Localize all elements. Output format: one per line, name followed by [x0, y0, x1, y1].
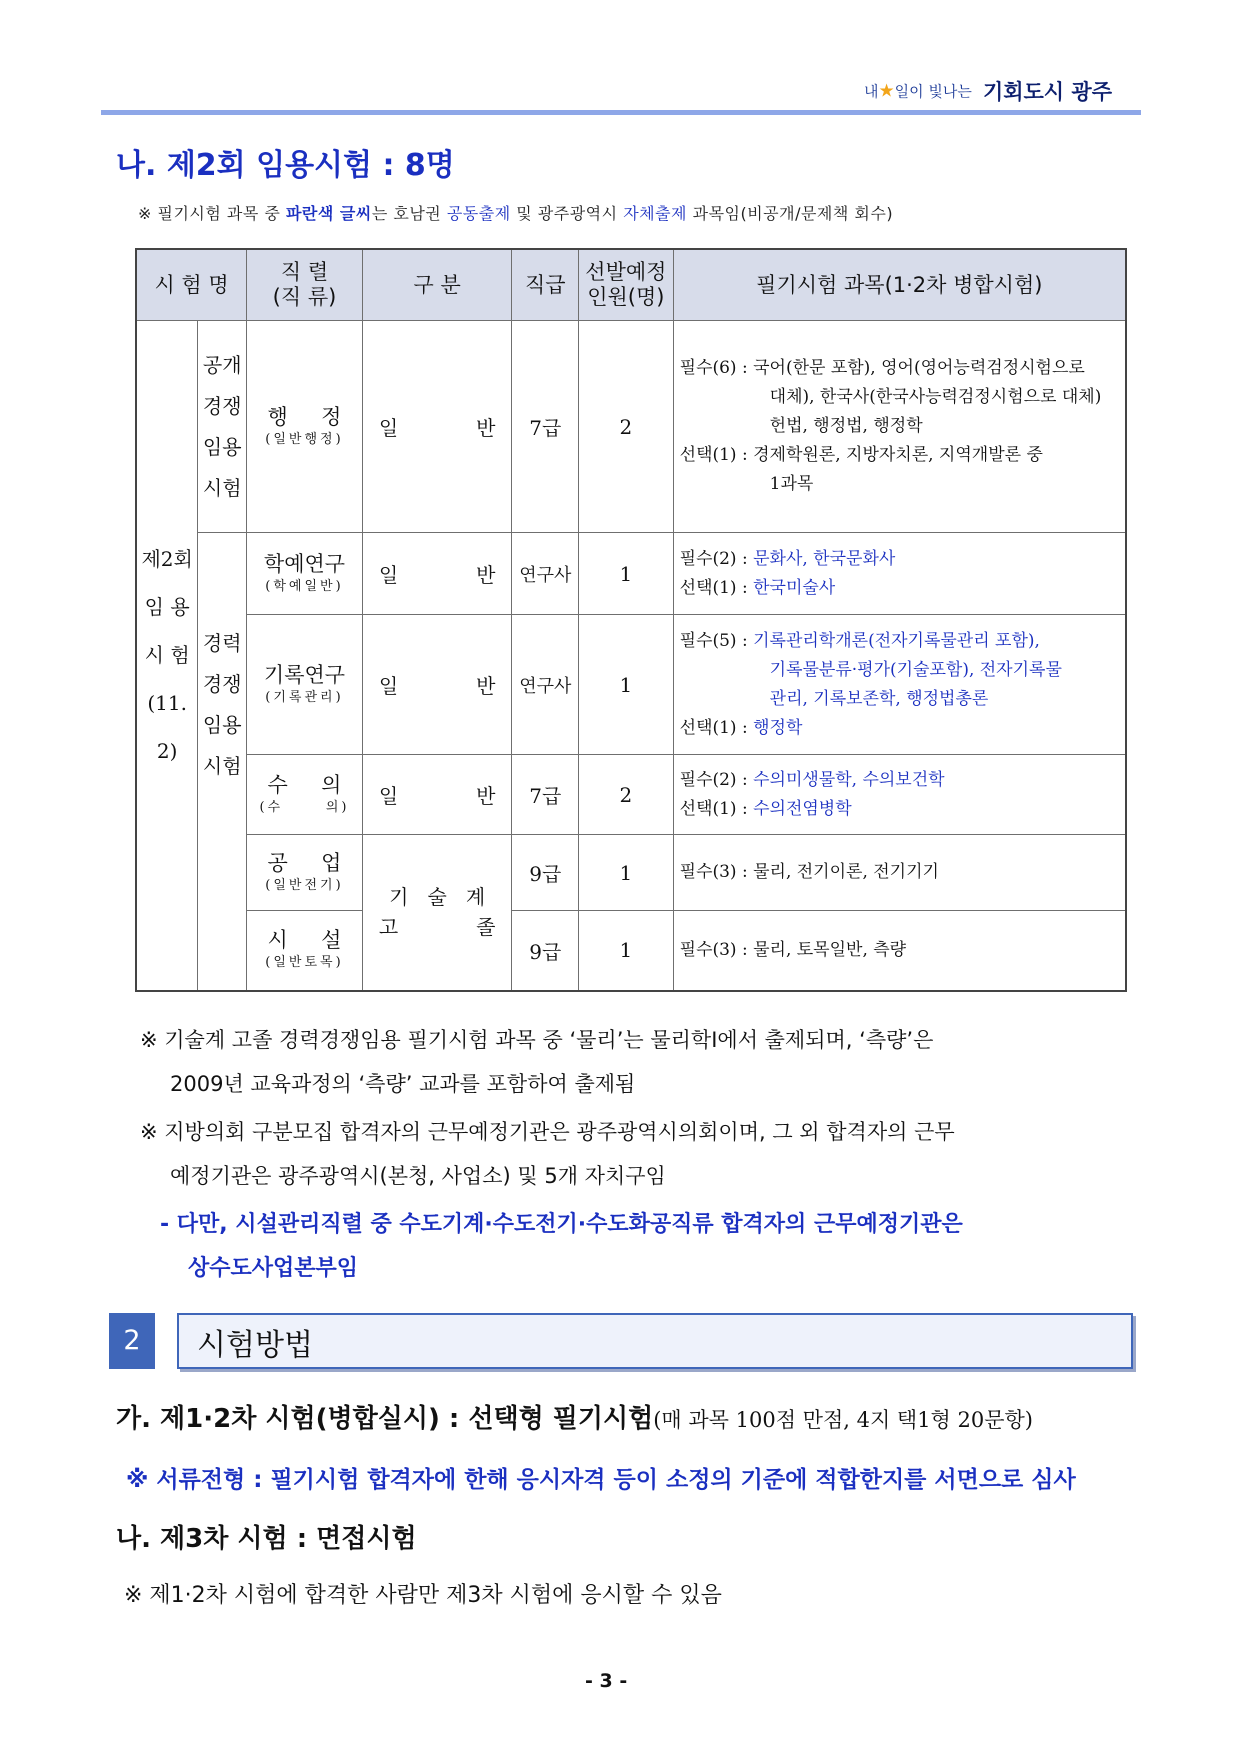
exam-label: 제2회 — [141, 547, 193, 572]
star-icon: ★ — [878, 80, 895, 102]
subject-blue: 한국미술사 — [753, 577, 836, 598]
open-label: 공개 — [202, 352, 242, 377]
section-header-box — [177, 1313, 1133, 1369]
note-text: 및 광주광역시 — [516, 204, 618, 223]
grade-cell: 7급 — [512, 755, 579, 835]
subject-blue: 관리, 기록보존학, 행정법총론 — [769, 688, 989, 709]
subjects-cell — [673, 911, 1126, 991]
category-right: 반 — [476, 784, 496, 808]
header-subjects: 필기시험 과목(1·2차 병합시험) — [673, 249, 1126, 321]
note-1a: ※ 기술계 고졸 경력경쟁임용 필기시험 과목 중 ‘물리’는 물리학Ⅰ에서 출제되며, ‘측량’은 — [140, 1028, 934, 1052]
subject-line — [680, 795, 1125, 824]
note-blue-text: 파란색 글씨 — [285, 204, 372, 223]
note-blue-text: 자체출제 — [623, 204, 688, 223]
career-label: 경쟁 — [202, 672, 242, 696]
subject-blue: 기록관리학개론(전자기록물관리 포함), — [753, 630, 1040, 651]
open-label: 임용 — [202, 434, 242, 459]
category-cell — [362, 615, 512, 755]
career-label: 임용 — [202, 713, 242, 737]
subject-line — [680, 545, 1125, 574]
note-2a: ※ 지방의회 구분모집 합격자의 근무예정기관은 광주광역시의회이며, 그 외 합격자의 근무 — [140, 1120, 955, 1144]
quota-cell: 1 — [579, 533, 674, 615]
tech-category-cell — [362, 835, 512, 991]
header-grade: 직급 — [512, 249, 579, 321]
note-text: 필기시험 과목 중 — [157, 204, 281, 223]
career-label: 시험 — [202, 754, 242, 778]
career-label: 경력 — [202, 631, 242, 655]
subject-line: 헌법, 행정법, 행정학 — [769, 416, 923, 436]
open-label: 시험 — [202, 475, 242, 500]
subject-prefix: 필수(2) : — [679, 548, 754, 569]
subject-prefix: 선택(1) : — [679, 717, 754, 738]
table-row — [136, 911, 1126, 991]
job-cell — [247, 321, 363, 533]
career-label-cell — [198, 533, 247, 991]
tech-category-line2 — [363, 912, 512, 942]
method-a-bold: 가. 제1·2차 시험(병합실시) : 선택형 필기시험 — [116, 1404, 654, 1434]
header-job-line2: (직 류) — [272, 285, 337, 309]
section-header-title: 시험방법 — [197, 1328, 313, 1363]
job-sub: (일반행정) — [265, 431, 344, 447]
note-3b: 상수도사업본부임 — [188, 1256, 359, 1281]
job-cell — [247, 835, 363, 911]
job-name: 수 의 — [267, 772, 342, 797]
section-title: 나. 제2회 임용시험 : 8명 — [116, 148, 455, 183]
job-sub: (일반토목) — [265, 955, 344, 971]
exam-label: 시 험 — [144, 643, 190, 668]
header-job-line1: 직 렬 — [280, 260, 329, 284]
header-category: 구 분 — [362, 249, 512, 321]
open-label-cell — [198, 321, 247, 533]
subject-line: 필수(3) : 물리, 토목일반, 측량 — [679, 939, 907, 960]
job-sub: (학예일반) — [265, 578, 344, 594]
subject-line: 1과목 — [769, 474, 814, 494]
subject-blue: 기록물분류·평가(기술포함), 전자기록물 — [769, 659, 1062, 680]
exam-table — [135, 248, 1127, 992]
header-quota — [579, 249, 674, 321]
table-row — [136, 321, 1126, 533]
quota-cell: 1 — [579, 615, 674, 755]
subject-prefix: 선택(1) : — [679, 798, 754, 819]
subject-blue: 행정학 — [753, 717, 803, 738]
method-c: 나. 제3차 시험 : 면접시험 — [116, 1524, 417, 1554]
subject-prefix: 선택(1) : — [679, 577, 754, 598]
exam-label: 임 용 — [144, 595, 190, 620]
job-sub: (일반전기) — [265, 877, 344, 893]
job-name: 공 업 — [267, 850, 342, 875]
note-text: 과목임(비공개/문제책 회수) — [692, 204, 894, 223]
note-3a: - 다만, 시설관리직렬 중 수도기계·수도전기·수도화공직류 합격자의 근무예정기관은 — [160, 1212, 963, 1237]
category-right: 반 — [476, 674, 496, 698]
tech-category-left: 고 — [378, 915, 399, 940]
table-row — [136, 835, 1126, 911]
category-cell — [362, 321, 512, 533]
note-2b: 예정기관은 광주광역시(본청, 사업소) 및 5개 자치구임 — [170, 1164, 666, 1188]
table-row — [136, 533, 1126, 615]
exam-label-cell — [136, 321, 198, 991]
header-exam-name: 시 험 명 — [136, 249, 247, 321]
category-left: 일 — [378, 674, 399, 698]
brand-logo — [864, 76, 1129, 110]
job-cell — [247, 755, 363, 835]
note-1b: 2009년 교육과정의 ‘측량’ 교과를 포함하여 출제됨 — [170, 1072, 636, 1096]
category-cell — [362, 755, 512, 835]
job-sub: (수 의) — [259, 799, 350, 815]
table-header-row — [136, 249, 1126, 321]
category-left: 일 — [378, 563, 399, 587]
job-cell — [247, 615, 363, 755]
method-b: ※ 서류전형 : 필기시험 합격자에 한해 응시자격 등이 소정의 기준에 적합한지를 서면으로 심사 — [126, 1467, 1076, 1493]
table-row — [136, 615, 1126, 755]
note-blue-text: 공동출제 — [446, 204, 511, 223]
subject-line: 대체), 한국사(한국사능력검정시험으로 대체) — [769, 387, 1102, 407]
open-label: 경쟁 — [202, 393, 242, 418]
grade-cell: 연구사 — [512, 533, 579, 615]
header-divider — [101, 110, 1141, 115]
brand-small-2: 일이 빛나는 — [894, 82, 972, 101]
category-right: 반 — [476, 416, 496, 440]
category-left: 일 — [378, 784, 399, 808]
job-name: 학예연구 — [263, 551, 346, 576]
top-note — [138, 201, 893, 224]
grade-cell: 9급 — [512, 911, 579, 991]
section-number: 2 — [109, 1313, 155, 1369]
note-mark: ※ — [138, 204, 152, 223]
brand-small-1: 내 — [864, 82, 879, 101]
job-name: 기록연구 — [263, 662, 346, 687]
quota-cell: 1 — [579, 835, 674, 911]
subject-line — [680, 714, 1125, 743]
quota-cell: 2 — [579, 755, 674, 835]
job-name: 시 설 — [267, 928, 342, 953]
subject-blue: 수의미생물학, 수의보건학 — [753, 769, 945, 790]
grade-cell: 9급 — [512, 835, 579, 911]
subject-line — [680, 627, 1125, 656]
subject-prefix: 필수(2) : — [679, 769, 754, 790]
exam-label: (11. 2) — [147, 691, 187, 764]
subject-line — [680, 766, 1125, 795]
subjects-cell — [673, 615, 1126, 755]
subjects-cell — [673, 321, 1126, 533]
tech-category-line1: 기 술 계 — [389, 885, 486, 910]
subject-line: 필수(3) : 물리, 전기이론, 전기기기 — [679, 862, 939, 882]
job-sub: (기록관리) — [265, 689, 344, 705]
category-left: 일 — [378, 416, 399, 440]
header-quota-line2: 인원(명) — [587, 285, 665, 309]
note-text: 는 호남권 — [371, 204, 442, 223]
subject-prefix: 필수(5) : — [679, 630, 754, 651]
method-a-paren: (매 과목 100점 만점, 4지 택1형 20문항) — [653, 1408, 1034, 1432]
grade-cell: 연구사 — [512, 615, 579, 755]
table-row — [136, 755, 1126, 835]
quota-cell: 2 — [579, 321, 674, 533]
method-d: ※ 제1·2차 시험에 합격한 사람만 제3차 시험에 응시할 수 있음 — [124, 1583, 722, 1608]
subjects-cell — [673, 755, 1126, 835]
subject-blue: 수의전염병학 — [753, 798, 852, 819]
tech-category-right: 졸 — [476, 915, 496, 940]
subjects-cell — [673, 533, 1126, 615]
subject-blue: 문화사, 한국문화사 — [753, 548, 896, 569]
job-cell — [247, 533, 363, 615]
grade-cell: 7급 — [512, 321, 579, 533]
subjects-cell — [673, 835, 1126, 911]
job-name: 행 정 — [267, 404, 342, 429]
page-number: - 3 - — [585, 1670, 628, 1692]
subject-line: 필수(6) : 국어(한문 포함), 영어(영어능력검정시험으로 — [679, 358, 1085, 378]
job-cell — [247, 911, 363, 991]
quota-cell: 1 — [579, 911, 674, 991]
method-a — [116, 1398, 1033, 1435]
subject-line: 선택(1) : 경제학원론, 지방자치론, 지역개발론 중 — [679, 445, 1043, 465]
header-quota-line1: 선발예정 — [585, 260, 667, 284]
header-job — [247, 249, 363, 321]
category-right: 반 — [476, 563, 496, 587]
category-cell — [362, 533, 512, 615]
brand-big: 기회도시 광주 — [982, 80, 1112, 104]
subject-line — [680, 574, 1125, 603]
